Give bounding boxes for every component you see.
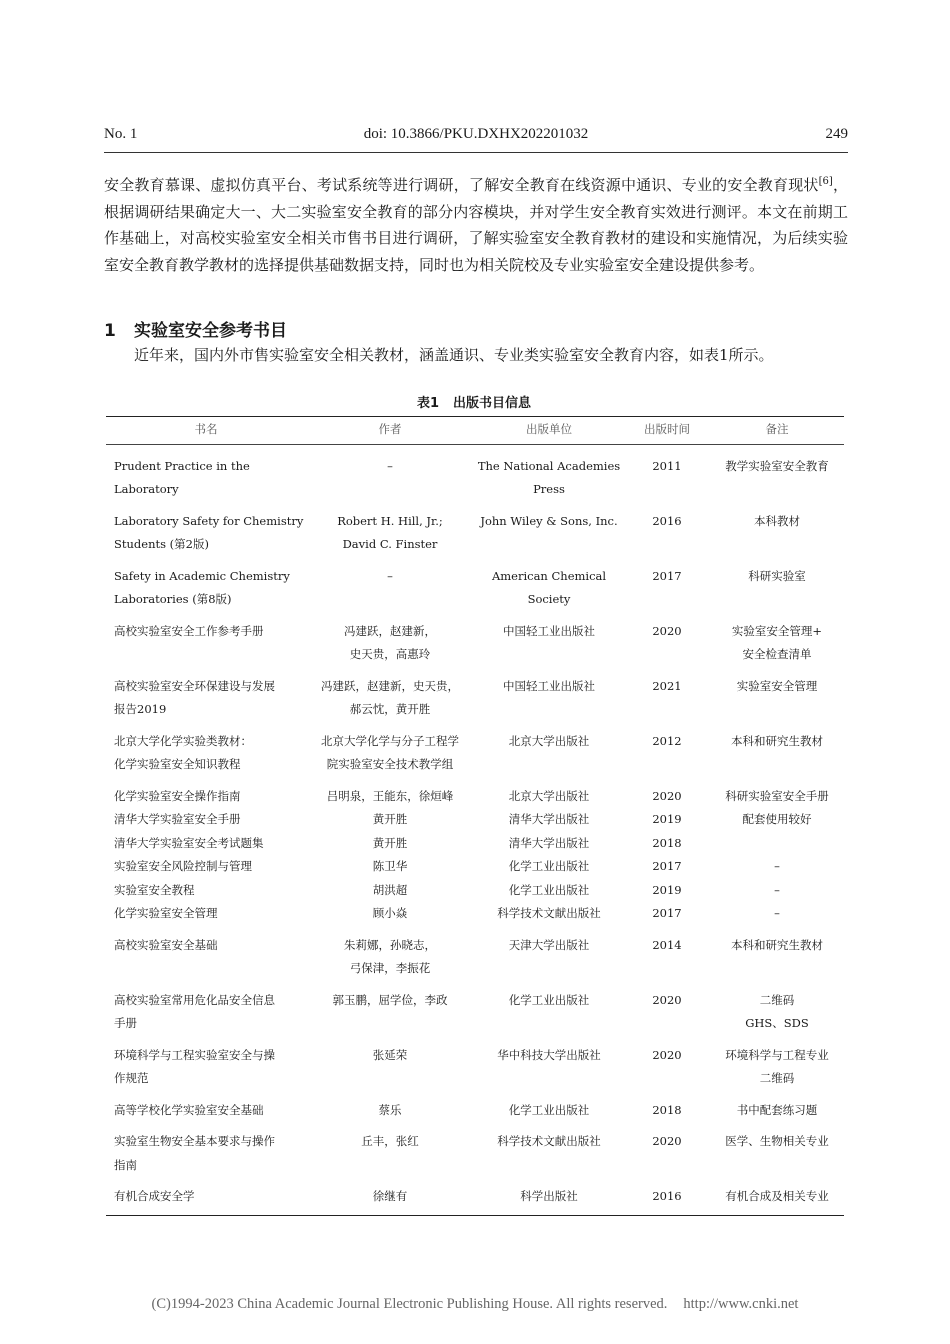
cell-publisher-line: 化学工业出版社 bbox=[508, 1102, 590, 1117]
table-row bbox=[106, 557, 844, 612]
cell-publisher-line: American Chemical bbox=[491, 568, 607, 583]
table-header-row bbox=[106, 417, 844, 445]
table-row bbox=[106, 777, 844, 809]
cell-note-line: 医学、生物相关专业 bbox=[725, 1134, 829, 1148]
cell-publisher-line: 科学技术文献出版社 bbox=[497, 906, 601, 920]
table-row bbox=[106, 502, 844, 557]
cell-publisher bbox=[474, 667, 624, 722]
cell-title bbox=[106, 667, 306, 722]
cell-note bbox=[710, 612, 844, 667]
cell-title-line: 高校实验室常用危化品安全信息 bbox=[114, 992, 275, 1007]
cell-title-line: 报告2019 bbox=[114, 702, 167, 716]
cell-title-line: 清华大学实验室安全考试题集 bbox=[114, 835, 264, 850]
cell-author-line: 蔡乐 bbox=[378, 1102, 402, 1117]
citation-ref[interactable]: [6] bbox=[818, 176, 833, 187]
cell-note-line: – bbox=[774, 859, 780, 873]
cell-year-line: 2020 bbox=[652, 788, 682, 803]
cell-year-line: 2019 bbox=[652, 812, 682, 826]
table-row bbox=[106, 444, 844, 502]
cell-note bbox=[710, 502, 844, 557]
cell-author bbox=[306, 444, 474, 502]
cell-note-line: – bbox=[774, 906, 780, 920]
cell-title bbox=[106, 808, 306, 832]
cell-author-line: 丘丰，张红 bbox=[361, 1134, 419, 1148]
cell-note bbox=[710, 777, 844, 809]
cell-note bbox=[710, 722, 844, 777]
cell-year-line: 2019 bbox=[652, 882, 682, 897]
cell-note-line: 本科教材 bbox=[754, 513, 800, 528]
cell-author-line: – bbox=[387, 568, 393, 583]
cell-publisher bbox=[474, 808, 624, 832]
cell-year bbox=[624, 502, 710, 557]
cell-publisher-line: 北京大学出版社 bbox=[508, 788, 590, 803]
cell-author bbox=[306, 926, 474, 981]
cell-title bbox=[106, 612, 306, 667]
cell-author bbox=[306, 1036, 474, 1091]
cell-publisher-line: 科学出版社 bbox=[520, 1189, 578, 1203]
cell-title bbox=[106, 1122, 306, 1177]
cell-publisher-line: Press bbox=[533, 482, 565, 496]
cell-title-line: 指南 bbox=[114, 1157, 137, 1172]
cell-note bbox=[710, 926, 844, 981]
cell-year bbox=[624, 808, 710, 832]
cell-author bbox=[306, 777, 474, 809]
table-row bbox=[106, 855, 844, 879]
cell-note bbox=[710, 981, 844, 1036]
section-title: 实验室安全参考书目 bbox=[134, 321, 287, 341]
cell-publisher-line: 清华大学出版社 bbox=[508, 812, 590, 826]
cell-publisher-line: The National Academies bbox=[477, 458, 621, 473]
cell-note bbox=[710, 808, 844, 832]
cell-author bbox=[306, 855, 474, 879]
cell-author bbox=[306, 1122, 474, 1177]
cell-publisher bbox=[474, 444, 624, 502]
cell-author-line: 顾小焱 bbox=[372, 906, 408, 920]
cell-note bbox=[710, 667, 844, 722]
cell-author-line: 史天贵，高惠玲 bbox=[349, 647, 431, 661]
cell-author-line: David C. Finster bbox=[342, 537, 438, 551]
cell-year bbox=[624, 1177, 710, 1215]
table-row bbox=[106, 1122, 844, 1177]
cell-note-line: 二维码 bbox=[759, 992, 795, 1007]
section-paragraph: 近年来，国内外市售实验室安全相关教材，涵盖通识、专业类实验室安全教育内容，如表1所示。 bbox=[134, 346, 774, 364]
cell-note-line: 有机合成及相关专业 bbox=[725, 1189, 829, 1203]
issue-number: No. 1 bbox=[104, 126, 138, 142]
cell-note bbox=[710, 557, 844, 612]
cell-note bbox=[710, 1122, 844, 1177]
cell-publisher bbox=[474, 926, 624, 981]
cell-publisher bbox=[474, 722, 624, 777]
cell-publisher-line: 北京大学出版社 bbox=[508, 733, 590, 748]
cell-year-line: 2017 bbox=[652, 906, 682, 920]
cell-note-line: 实验室安全管理+ bbox=[731, 623, 823, 638]
table-row bbox=[106, 808, 844, 832]
doi-text[interactable]: doi: 10.3866/PKU.DXHX202201032 bbox=[363, 126, 589, 142]
cell-publisher bbox=[474, 557, 624, 612]
cell-author-line: 弓保津，李振花 bbox=[349, 961, 431, 975]
cell-year-line: 2016 bbox=[652, 1189, 682, 1203]
cell-title-line: Laboratory Safety for Chemistry bbox=[114, 513, 304, 528]
cell-publisher-line: 科学技术文献出版社 bbox=[497, 1134, 601, 1148]
cell-author-line: 黄开胜 bbox=[372, 812, 408, 826]
cell-title bbox=[106, 444, 306, 502]
section-number: 1 bbox=[104, 321, 116, 341]
table-caption bbox=[104, 392, 844, 411]
cell-title-line: Safety in Academic Chemistry bbox=[114, 568, 290, 583]
cell-publisher bbox=[474, 1177, 624, 1215]
cell-note-line: 科研实验室 bbox=[748, 568, 806, 583]
cell-year bbox=[624, 1122, 710, 1177]
cell-title bbox=[106, 502, 306, 557]
cell-year bbox=[624, 981, 710, 1036]
cell-publisher bbox=[474, 1091, 624, 1123]
cell-title bbox=[106, 1177, 306, 1215]
cell-author-line: 陈卫华 bbox=[372, 859, 408, 873]
cell-note bbox=[710, 1036, 844, 1091]
cell-publisher bbox=[474, 879, 624, 903]
cell-note bbox=[710, 1177, 844, 1215]
cell-title-line: 高校实验室安全工作参考手册 bbox=[114, 623, 264, 638]
cell-publisher-line: John Wiley & Sons, Inc. bbox=[480, 513, 618, 528]
header-author: 作者 bbox=[306, 417, 474, 445]
cell-year-line: 2021 bbox=[652, 678, 682, 693]
table-row bbox=[106, 1036, 844, 1091]
page-number: 249 bbox=[825, 126, 848, 142]
footer-url[interactable]: http://www.cnki.net bbox=[683, 1296, 799, 1312]
cell-title-line: 实验室生物安全基本要求与操作 bbox=[114, 1134, 275, 1148]
cell-note-line: 教学实验室安全教育 bbox=[725, 458, 829, 473]
cell-note-line: 二维码 bbox=[759, 1071, 795, 1085]
cell-year bbox=[624, 902, 710, 926]
cell-publisher-line: 中国轻工业出版社 bbox=[503, 623, 595, 638]
table-row bbox=[106, 879, 844, 903]
cell-title-line: 手册 bbox=[114, 1016, 137, 1030]
cell-year bbox=[624, 722, 710, 777]
cell-publisher-line: 化学工业出版社 bbox=[508, 859, 590, 873]
cell-author bbox=[306, 902, 474, 926]
cell-title bbox=[106, 557, 306, 612]
cell-title-line: 化学实验室安全管理 bbox=[114, 906, 218, 920]
cell-note bbox=[710, 1091, 844, 1123]
cell-note bbox=[710, 444, 844, 502]
cell-author-line: – bbox=[387, 458, 393, 473]
cell-publisher bbox=[474, 1122, 624, 1177]
cell-author-line: 北京大学化学与分子工程学 bbox=[321, 733, 459, 748]
cell-title bbox=[106, 832, 306, 856]
cell-author bbox=[306, 667, 474, 722]
cell-year bbox=[624, 444, 710, 502]
table-caption-title: 出版书目信息 bbox=[453, 396, 532, 411]
cell-publisher-line: 华中科技大学出版社 bbox=[497, 1047, 601, 1062]
cell-year-line: 2020 bbox=[652, 992, 682, 1007]
cell-author bbox=[306, 832, 474, 856]
cell-year bbox=[624, 1091, 710, 1123]
cell-publisher bbox=[474, 902, 624, 926]
cell-title-line: 环境科学与工程实验室安全与操 bbox=[114, 1047, 275, 1062]
cell-year bbox=[624, 926, 710, 981]
cell-note bbox=[710, 832, 844, 856]
intro-text-a: 安全教育慕课、虚拟仿真平台、考试系统等进行调研，了解安全教育在线资源中通识、专业的安全教育现状 bbox=[104, 176, 819, 194]
cell-note-line: 安全检查清单 bbox=[742, 647, 812, 661]
table-row bbox=[106, 1091, 844, 1123]
cell-title bbox=[106, 777, 306, 809]
cell-year-line: 2018 bbox=[652, 1102, 682, 1117]
cell-publisher bbox=[474, 502, 624, 557]
cell-publisher-line: 中国轻工业出版社 bbox=[503, 678, 595, 693]
cell-publisher bbox=[474, 777, 624, 809]
header-year: 出版时间 bbox=[624, 417, 710, 445]
cell-note-line: 本科和研究生教材 bbox=[731, 733, 823, 748]
table-row bbox=[106, 981, 844, 1036]
header-rule bbox=[104, 152, 848, 153]
cell-author-line: 朱莉娜，孙晓志， bbox=[344, 937, 436, 952]
cell-author bbox=[306, 1091, 474, 1123]
cell-title-line: 实验室安全风险控制与管理 bbox=[114, 859, 252, 873]
cell-year bbox=[624, 879, 710, 903]
cell-author bbox=[306, 879, 474, 903]
cell-publisher-line: 清华大学出版社 bbox=[508, 835, 590, 850]
cell-year-line: 2014 bbox=[652, 937, 682, 952]
header-note: 备注 bbox=[710, 417, 844, 445]
cell-title bbox=[106, 1036, 306, 1091]
cell-title-line: 高等学校化学实验室安全基础 bbox=[114, 1102, 264, 1117]
cell-note-line bbox=[710, 832, 844, 856]
cell-publisher-line: 天津大学出版社 bbox=[508, 937, 590, 952]
cell-author bbox=[306, 722, 474, 777]
cell-year bbox=[624, 557, 710, 612]
cell-publisher bbox=[474, 612, 624, 667]
cell-title-line: 高校实验室安全环保建设与发展 bbox=[114, 678, 275, 693]
cell-year-line: 2017 bbox=[652, 859, 682, 873]
cell-author-line: 张延荣 bbox=[372, 1047, 408, 1062]
copyright-text: (C)1994-2023 China Academic Journal Electronic Publishing House. All rights reserved. bbox=[151, 1296, 668, 1312]
cell-author-line: Robert H. Hill, Jr.; bbox=[337, 513, 443, 528]
cell-author bbox=[306, 612, 474, 667]
cell-year-line: 2020 bbox=[652, 1134, 682, 1148]
cell-year bbox=[624, 667, 710, 722]
cell-title-line: 清华大学实验室安全手册 bbox=[114, 812, 241, 826]
cell-author bbox=[306, 981, 474, 1036]
cell-note-line: GHS、SDS bbox=[745, 1016, 809, 1030]
cell-title-line: 化学实验室安全操作指南 bbox=[114, 788, 241, 803]
cell-note bbox=[710, 855, 844, 879]
cell-publisher bbox=[474, 981, 624, 1036]
intro-text-b: ，根据调研结果确定大一、大二实验室安全教育的部分内容模块，并对学生安全教育实效进行测评。本文在前期工作基础上，对高校实验室安全相关市售书目进行调研，了解实验室安全教育教材的建设和实施情况，为后续实验室安全教育教学教材的选择提供基础数据支持，同时也为相关院校及专业实验室安全建设提供参考。 bbox=[104, 176, 848, 274]
cell-author-line: 吕明泉，王能东，徐烜峰 bbox=[326, 788, 454, 803]
cell-note-line: 配套使用较好 bbox=[742, 812, 812, 826]
cell-note bbox=[710, 879, 844, 903]
cell-publisher-line: 化学工业出版社 bbox=[508, 992, 590, 1007]
cell-author-line: 郭玉鹏，屈学俭，李政 bbox=[332, 992, 448, 1007]
cell-author-line: 徐继有 bbox=[372, 1189, 408, 1203]
cell-title bbox=[106, 926, 306, 981]
cell-year-line: 2011 bbox=[652, 458, 682, 473]
cell-title-line: 实验室安全教程 bbox=[114, 882, 195, 897]
table-body bbox=[106, 444, 844, 1215]
cell-title bbox=[106, 1091, 306, 1123]
cell-note-line: – bbox=[774, 882, 780, 897]
cell-author bbox=[306, 557, 474, 612]
cell-publisher bbox=[474, 1036, 624, 1091]
cell-author bbox=[306, 1177, 474, 1215]
cell-note bbox=[710, 902, 844, 926]
cell-year-line: 2018 bbox=[652, 835, 682, 850]
cell-note-line: 科研实验室安全手册 bbox=[725, 788, 829, 803]
cell-note-line: 书中配套练习题 bbox=[736, 1102, 818, 1117]
cell-author-line: 郝云忱，黄开胜 bbox=[349, 702, 431, 716]
cell-note-line: 本科和研究生教材 bbox=[731, 937, 823, 952]
cell-year-line: 2020 bbox=[652, 623, 682, 638]
table-row bbox=[106, 722, 844, 777]
table-row bbox=[106, 667, 844, 722]
table-row bbox=[106, 832, 844, 856]
table-caption-label: 表1 bbox=[416, 396, 440, 411]
cell-publisher-line: Society bbox=[527, 592, 571, 606]
cell-year-line: 2012 bbox=[652, 733, 682, 748]
cell-title-line: 高校实验室安全基础 bbox=[114, 937, 218, 952]
cell-title-line: Laboratories (第8版) bbox=[114, 592, 232, 606]
cell-title-line: 北京大学化学实验类教材： bbox=[114, 733, 252, 748]
cell-title bbox=[106, 981, 306, 1036]
cell-author-line: 院实验室安全技术教学组 bbox=[326, 757, 454, 771]
cell-title-line: 化学实验室安全知识教程 bbox=[114, 757, 241, 771]
cell-note-line: 实验室安全管理 bbox=[736, 678, 818, 693]
cell-note-line: 环境科学与工程专业 bbox=[725, 1047, 829, 1062]
cell-title bbox=[106, 855, 306, 879]
cell-title bbox=[106, 879, 306, 903]
cell-author bbox=[306, 808, 474, 832]
cell-publisher bbox=[474, 855, 624, 879]
header-publisher: 出版单位 bbox=[474, 417, 624, 445]
cell-author-line: 胡洪超 bbox=[372, 882, 408, 897]
cell-year bbox=[624, 855, 710, 879]
cell-author-line: 黄开胜 bbox=[372, 835, 408, 850]
cell-year bbox=[624, 777, 710, 809]
cell-publisher-line: 化学工业出版社 bbox=[508, 882, 590, 897]
cell-author bbox=[306, 502, 474, 557]
table-row bbox=[106, 612, 844, 667]
table-row bbox=[106, 902, 844, 926]
cell-year bbox=[624, 832, 710, 856]
running-header bbox=[104, 126, 848, 148]
cell-year-line: 2016 bbox=[652, 513, 682, 528]
cell-year bbox=[624, 1036, 710, 1091]
cell-title bbox=[106, 902, 306, 926]
cell-author-line: 冯建跃，赵建新，史天贵， bbox=[321, 678, 459, 693]
cell-year-line: 2020 bbox=[652, 1047, 682, 1062]
cell-author-line: 冯建跃，赵建新， bbox=[344, 623, 436, 638]
intro-paragraph bbox=[104, 172, 848, 278]
cell-year-line: 2017 bbox=[652, 568, 682, 583]
section-heading bbox=[104, 316, 287, 341]
table-row bbox=[106, 1177, 844, 1215]
cell-title-line: Prudent Practice in the Laboratory bbox=[114, 458, 250, 496]
table-row bbox=[106, 926, 844, 981]
publications-table bbox=[106, 416, 844, 1216]
cell-title-line: 作规范 bbox=[114, 1071, 149, 1085]
cell-title-line: Students (第2版) bbox=[114, 537, 209, 551]
copyright-footer bbox=[0, 1296, 950, 1313]
cell-title-line: 有机合成安全学 bbox=[114, 1189, 195, 1203]
header-title: 书名 bbox=[106, 417, 306, 445]
cell-title bbox=[106, 722, 306, 777]
cell-publisher bbox=[474, 832, 624, 856]
cell-year bbox=[624, 612, 710, 667]
